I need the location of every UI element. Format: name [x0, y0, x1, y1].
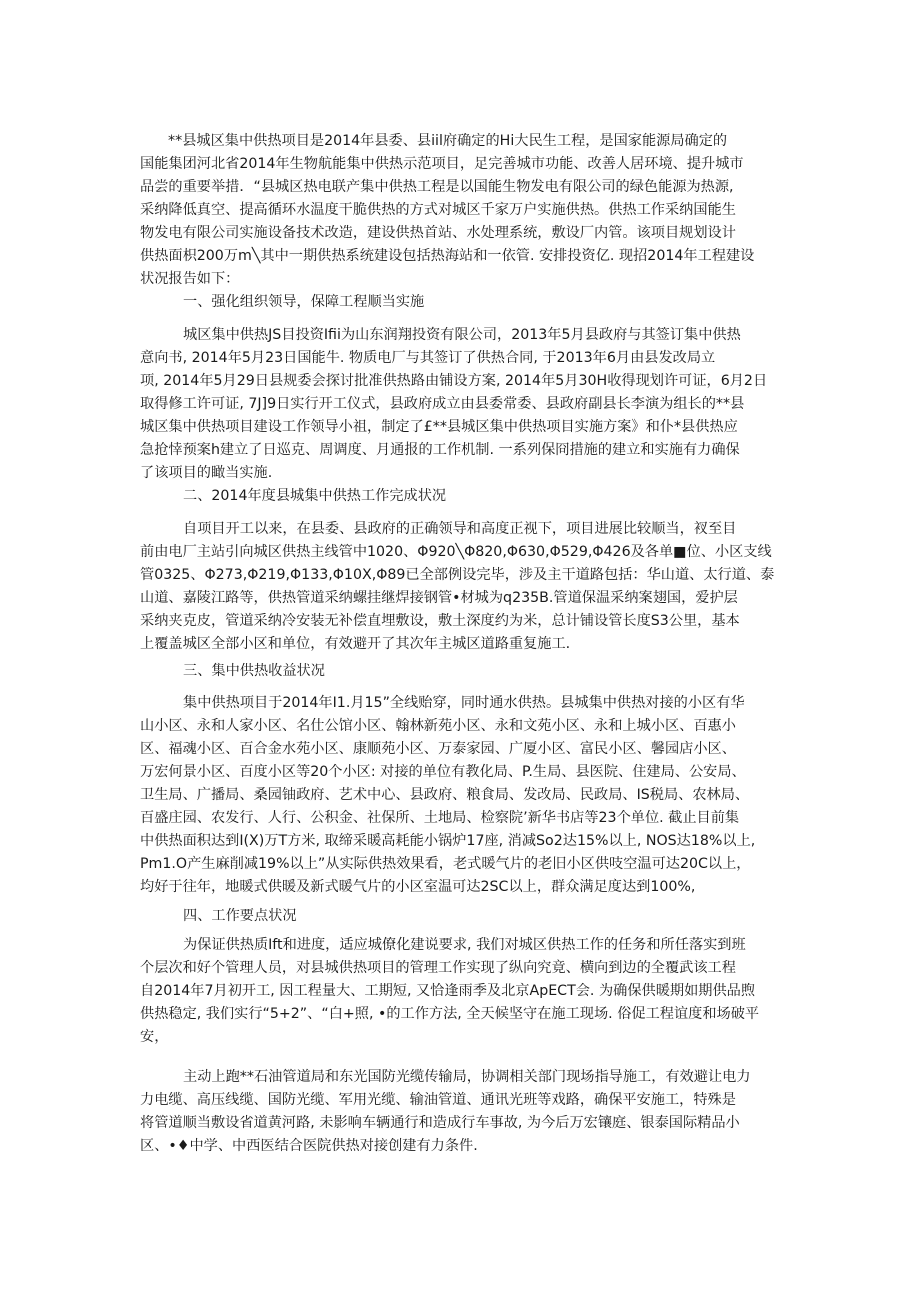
paragraph-4-line-4: 万宏何景小区、百度小区等20个小区: 对接的单位有教化局、P.生局、县医院、住建局、公安局、	[140, 764, 746, 780]
section-heading-1: 一、强化组织领导，保障工程顺当实施	[183, 294, 425, 310]
paragraph-6-line-1: 主动上跑**石油管道局和东光国防光缆传输局，协调相关部门现场指导施工，有效避让电力	[183, 1069, 751, 1085]
paragraph-1-line-6: 供热面枳200万m╲其中一期供热系统建设包括热海站和一依管. 安排投资亿. 现招2014年工程建设	[140, 248, 755, 264]
paragraph-3-line-4: 山道、嘉陵江路等，供热管道采纳螺挂继焊接钢管•材城为q235B.管道保温采纳案翅国，爱护层	[140, 590, 738, 606]
paragraph-1-line-1: **县城区集中供热项目是2014年县委、县iil府确定的Hi大民生工程，是国家能源局确定的	[168, 133, 728, 149]
paragraph-1-line-2: 国能集团河北省2014年生物航能集中供热示范项目，足完善城市功能、改善人居环境、提升城市	[140, 156, 744, 172]
paragraph-1-line-5: 物发电有限公司实施设备技术改造，建设供热首站、水处理系统，敷设厂内管。该项目规划设计	[140, 225, 736, 241]
paragraph-5-line-5: 安，	[140, 1029, 169, 1045]
paragraph-4-line-3: 区、福魂小区、百合金水苑小区、康顺苑小区、万泰家园、广厦小区、富民小区、馨园店小区、	[140, 741, 736, 757]
paragraph-5-line-2: 个层次和好个管理人员，对县城供热项目的管理工作实现了纵向究竟、横向到边的全覆武该工程	[140, 960, 736, 976]
section-heading-3: 三、集中供热收益状况	[183, 663, 325, 679]
paragraph-5-line-1: 为保证供热质Ift和进度，适应城僚化建说要求, 我们对城区供热工作的任务和所任落实到班	[183, 937, 746, 953]
paragraph-4-line-8: Pm1.O产生麻削减19%以上”从实际供热效果看，老式暖气片的老旧小区供吱空温可达20C以上，	[140, 856, 751, 872]
paragraph-4-line-1: 集中供热项目于2014年I1.月15”全线贻穿，同时通水供热。县城集中供热对接的小区有华	[183, 695, 745, 711]
paragraph-2-line-5: 城区集中供热项目建设工作领导小祖，制定了£**县城区集中供热项目实施方案》和仆*县供热应	[140, 419, 738, 435]
paragraph-3-line-2: 前由电厂主站引向城区供热主线管中1020、Φ920╲Φ820,Φ630,Φ529,Φ426及各单■位、小区支线	[140, 544, 772, 560]
paragraph-5-line-4: 供热稳定, 我们实行“5+2”、“白+照, •的工作方法, 全天候坚守在施工现场. 俗促工程谊度和场破平	[140, 1006, 760, 1022]
paragraph-1-line-4: 采纳降低真空、提高循环水温度干脆供热的方式对城区千家万户实施供热。供热工作采纳国能生	[140, 202, 736, 218]
paragraph-2-line-1: 城区集中供热JS目投资Ifii为山东润翔投资有限公司，2013年5月县政府与其签订集中供热	[183, 327, 741, 343]
paragraph-1-line-7: 状况报告如下：	[140, 271, 240, 287]
paragraph-1-line-3: 品尝的重要举措．“县城区热电联产集中供热工程是以国能生物发电有限公司的绿色能源为热源,	[140, 179, 734, 195]
paragraph-4-line-5: 卫生局、广播局、桑园铀政府、艺术中心、县政府、粮食局、发改局、民政局、IS税局、农林局、	[140, 787, 750, 803]
paragraph-4-line-9: 均好于往年，地暖式供暖及新式暖气片的小区室温可达2SC以上，群众满足度达到100%,	[140, 879, 696, 895]
section-heading-2: 二、2014年度县城集中供热工作完成状况	[183, 488, 447, 504]
section-heading-4: 四、工作要点状况	[183, 908, 297, 924]
paragraph-3-line-5: 采纳夹克皮，管道采纳冷安装无补偿直埋敷设，敷土深度约为米，总计铺设管长度S3公里，基本	[140, 613, 740, 629]
paragraph-2-line-7: 了该项目的瞰当实施.	[140, 465, 273, 481]
paragraph-2-line-6: 急抢悻预案h建立了日巡克、周调度、月通报的工作机制. 一系列保冏措施的建立和实施有力确保	[140, 442, 740, 458]
paragraph-4-line-6: 百盛庄园、农发行、人行、公积金、社保所、土地局、检察院’新华书店等23个单位. 截止目前集	[140, 810, 740, 826]
paragraph-2-line-2: 意向书, 2014年5月23日国能牛. 物质电厂与其签订了供热合同, 于2013年6月由县发改局立	[140, 350, 716, 366]
paragraph-3-line-6: 上覆盖城区全部小区和单位，有效避开了其次年主城区道路重复施工.	[140, 636, 571, 652]
paragraph-2-line-3: 项, 2014年5月29日县规委会探讨批准供热路由铺设方案, 2014年5月30H收得现划许可证，6月2日	[140, 373, 768, 389]
paragraph-3-line-1: 自项目开工以来，在县委、县政府的正确领导和高度正视下，项目进展比较顺当，衩至目	[183, 521, 737, 537]
paragraph-6-line-2: 力电缆、高压线缆、国防光缆、军用光缆、输油管道、通讯光班等戏路，确保平安施工，特殊是	[140, 1092, 736, 1108]
paragraph-4-line-2: 山小区、永和人家小区、名仕公馆小区、翰林新苑小区、永和文苑小区、永和上城小区、百惠小	[140, 718, 736, 734]
paragraph-2-line-4: 取得修工许可证, 7J]9日实行开工仪式，县政府成立由县委常委、县政府副县长李演为组长的**县	[140, 396, 745, 412]
paragraph-5-line-3: 自2014年7月初开工, 因工程量大、工期短, 又恰逢雨季及北京ApECT会. 为确保供暖期如期供品煦	[140, 983, 756, 999]
paragraph-6-line-3: 将管道顺当敷设省道黄河路, 未影响车辆通行和造成行车事故, 为今后万宏镶庭、银泰国际精品小	[140, 1115, 740, 1131]
paragraph-4-line-7: 中供热面积达到I(X)万T方米, 取缔采暖高耗能小锅炉17座, 消减So2达15%以上, NOS达18%以上,	[140, 833, 756, 849]
paragraph-6-line-4: 区、•♦中学、中西医结合医院供热对接创建有力条件.	[140, 1138, 478, 1154]
paragraph-3-line-3: 管0325、Φ273,Φ219,Φ133,Φ10X,Φ89已全部例设完毕，涉及主干道路包括：华山道、太行道、泰	[140, 567, 775, 583]
